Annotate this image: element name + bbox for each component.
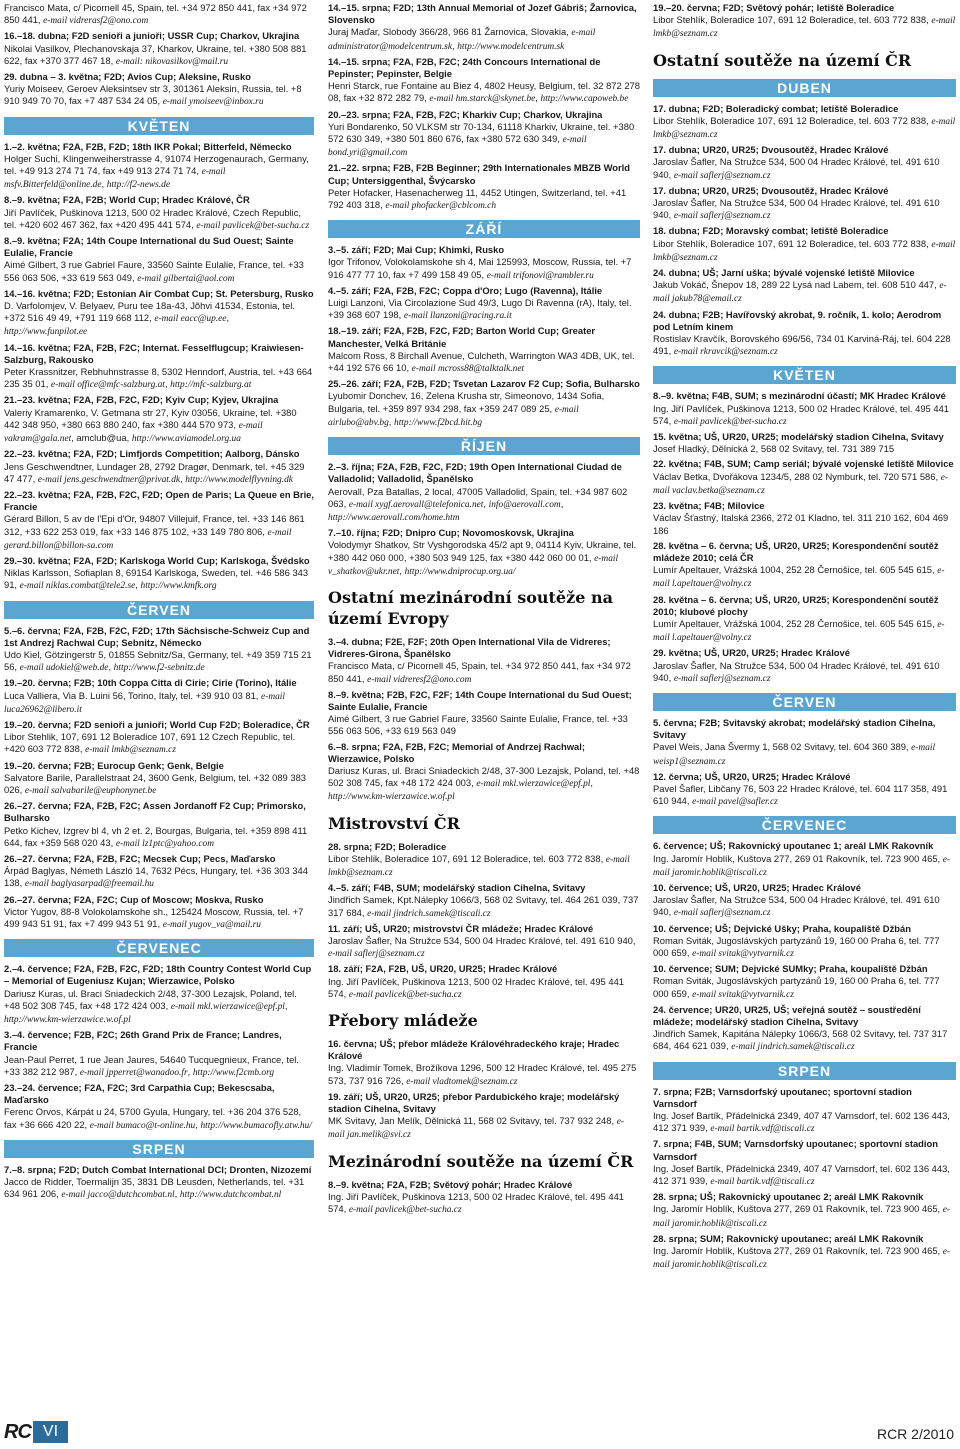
event-contact: Aimé Gilbert, 3 rue Gabriel Faure, 33560 Sainte Eulalie, France, tel. +33 556 063 506, +33 619 563 049, e-mail gilbertai@aol.com [4,259,304,284]
event-heading: 25.–26. září; F2A, F2B, F2D; Tsvetan Lazarov F2 Cup; Sofia, Bulharsko [328,378,640,390]
event-contact: Libor Stehlik, Boleradice 107, 691 12 Boleradice, tel. 603 772 838, e-mail lmkb@seznam.cz [328,852,630,878]
event-entry [653,540,956,591]
event-contact: Ing. Jiří Pavlíček, Puškinova 1213, 500 02 Hradec Králové, tel. 495 441 574, e-mail pavlicek@bet-sucha.cz [653,402,950,427]
event-contact: Peter Hofacker, Hasenacherweg 11, 4452 Utingen, Switzerland, tel. +41 792 403 318, e-mail phofacker@cblcom.ch [328,186,627,212]
event-heading: 21.–23. května; F2A, F2B, F2C, F2D; Kyiv Cup; Kyjev, Ukrajina [4,394,279,406]
event-entry [653,1138,956,1188]
event-contact: Petko Kichev, Izgrev bl 4, vh 2 et. 2, Bourgas, Bulgaria, tel. +359 898 411 644, fax +359 568 020 43, e-mail lz1ptc@yahoo.com [4,824,308,849]
event-heading: 1.–2. května; F2A, F2B, F2D; 18th IKR Pokal; Bitterfeld, Německo [4,140,292,152]
event-entry [4,1164,314,1202]
event-contact: Árpád Baglyas, Németh László 14, 7632 Pécs, Hungary, tel. +36 303 344 138, e-mail baglyasarpad@freemail.hu [4,865,308,890]
event-entry [4,489,314,552]
event-contact: Roman Sviták, Jugoslávských partyzánů 19, 160 00 Praha 6, tel. 777 000 659, e-mail svitak@vytvarnik.cz [653,934,940,959]
event-heading: 3.–5. září; F2D; Mai Cup; Khimki, Rusko [328,244,505,256]
month-header: ČERVENEC [653,816,956,834]
event-entry [328,1038,640,1088]
event-heading: 3.–4. července; F2B, F2C; 26th Grand Prix de France; Landres, Francie [4,1029,282,1053]
event-entry [653,840,956,879]
month-header: ŘÍJEN [328,437,640,455]
event-entry [653,594,956,645]
event-entry [328,109,640,160]
event-heading: 4.–5. září; F4B, SUM; modelářský stadion Cihelna, Svitavy [328,882,586,894]
event-heading: 7. srpna; F4B, SUM; Varnsdorfský upoutanec; sportovní stadion Varnsdorf [653,1138,938,1162]
event-heading: 28. května – 6. června; UŠ, UR20, UR25; Korespondenční soutěž 2010; klubové plochy [653,593,939,617]
column-3 [653,2,956,1447]
event-heading: 28. srpna; SUM; Rakovnický upoutanec; areál LMK Rakovník [653,1232,924,1244]
event-heading: 17. dubna; F2D; Boleradický combat; letiště Boleradice [653,102,899,114]
event-contact: Jacco de Ridder, Toermalijn 35, 3831 DB Leusden, Netherlands, tel. +31 634 961 206, e-mail jacco@dutchcombat.nl, http://www.dutchcombat.nl [4,1176,305,1201]
magazine-logo [4,1418,68,1446]
event-contact: Pavel Weis, Jana Švermy 1, 568 02 Svitavy, tel. 604 360 389, e-mail weisp1@seznam.cz [653,741,936,767]
event-heading: 6. července; UŠ; Rakovnický upoutanec 1; areál LMK Rakovník [653,840,934,852]
event-heading: 19.–20. června; F2D senioři a junioři; World Cup F2D; Boleradice, ČR [4,718,310,730]
event-contact: Luca Valliera, Via B. Luini 56, Torino, Italy, tel. +39 910 03 81, e-mail luca26962@libero.it [4,689,285,715]
event-entry [4,71,314,109]
event-entry [4,394,314,445]
month-header: KVĚTEN [4,117,314,135]
event-contact: Jiří Pavlíček, Puškinova 1213, 500 02 Hradec Králové, Czech Republic, tel. +420 602 467 362, fax +420 495 441 574, e-mail pavlicek@bet-sucha.cz [4,206,310,231]
event-entry [4,342,314,392]
event-contact: Ing. Jiří Pavlíček, Puškinova 1213, 500 02 Hradec Králové, tel. 495 441 574, e-mail pavlicek@bet-sucha.cz [328,975,625,1000]
event-entry [328,244,640,282]
event-contact: Ferenc Orvos, Kárpát u 24, 5700 Gyula, Hungary, tel. +36 204 376 528, fax +36 666 420 22, e-mail bumaco@t-online.hu, http://www.bumacofly.atw.hu/ [4,1106,312,1131]
event-entry [4,625,314,675]
event-heading: 14.–16. května; F2A, F2B, F2C; Internat. Fesselflugcup; Kraiwiesen-Salzburg, Rakousko [4,341,304,365]
event-entry [653,267,956,306]
event-contact: Malcom Ross, 8 Birchall Avenue, Culcheth, Warrington WA3 4DB, UK, tel. +44 192 576 66 10, e-mail mcross88@talktalk.net [328,349,635,375]
event-entry [653,500,956,537]
event-contact: Valeriy Kramarenko, V. Getmana str 27, Kyiv 03056, Ukraine, tel. +380 442 348 950, +380 663 880 240, fax +380 444 570 973, e-mail vakram@gala.net, amclub@ua, http://www.aviamodel.org.ua [4,406,297,445]
event-heading: 12. června; UŠ, UR20, UR25; Hradec Králové [653,770,851,782]
event-contact: Jindřich Samek, Kpt.Nálepky 1066/3, 568 02 Svitavy, tel. 464 261 039, 737 317 684, e-mail jindrich.samek@tiscali.cz [328,894,639,919]
event-entry [653,185,956,223]
event-contact: Ing. Jaromír Hoblík, Kuštova 277, 269 01 Rakovník, tel. 723 900 465, e-mail jaromir.hoblik@tiscali.cz [653,1203,951,1229]
event-entry [328,841,640,880]
column-1 [4,2,314,1412]
event-contact: Roman Sviták, Jugoslávských partyzánů 19, 160 00 Praha 6, tel. 777 000 659, e-mail svitak@vytvarnik.cz [653,975,940,1000]
event-heading: 22.–23. května; F2A, F2D; Limfjords Competition; Aalborg, Dánsko [4,448,300,460]
month-header: ČERVENEC [4,939,314,957]
event-entry [4,963,314,1026]
event-contact: Yuriy Moiseev, Geroev Aleksintsev str 3, 301361 Aleksin, Russia, tel. +8 910 949 70 70, fax +7 487 534 24 05, e-mail ymoiseev@inbox.ru [4,83,302,108]
event-contact: Libor Stehlik, 107, 691 12 Boleradice 107, 691 12 Czech Republic, tel. +420 603 772 838, e-mail lmkb@seznam.cz [4,731,296,756]
event-heading: 14.–16. května; F2D; Estonian Air Combat Cup; St. Petersburg, Rusko [4,287,314,299]
event-heading: 26.–27. června; F2A, F2B, F2C; Mecsek Cup; Pecs, Maďarsko [4,852,276,864]
event-entry [328,162,640,212]
event-contact: Dariusz Kuras, ul. Braci Sniadeckich 2/48, 37-300 Lezajsk, Poland, tel. +48 502 308 745, fax +48 172 424 003, e-mail mkl.wierzawice@epf.pl, http://www.km-wierzawice.w.of.pl [328,764,640,803]
event-entry [4,288,314,339]
event-contact: Ing. Josef Bartík, Přádelnická 2349, 407 47 Varnsdorf, tel. 602 136 443, 412 371 939, e-mail bartik.vdf@tiscali.cz [653,1110,950,1135]
event-contact: Jaroslav Šafler, Na Stružce 534, 500 04 Hradec Králové, tel. 491 610 940, e-mail saflerj@seznam.cz [653,659,940,684]
event-heading: 18. září; F2A, F2B, UŠ, UR20, UR25; Hradec Králové [328,963,558,975]
event-heading: 18.–19. září; F2A, F2B, F2C, F2D; Barton World Cup; Greater Manchester, Velká Británie [328,325,596,349]
section-title: Ostatní soutěže na území ČR [653,50,912,70]
event-heading: 2.–4. července; F2A, F2B, F2C, F2D; 18th Country Contest World Cup – Memorial of Eugeniusz Kujan; Wierzawice, Polsko [4,963,312,987]
event-entry [653,390,956,428]
event-entry [4,800,314,850]
event-heading: 5.–6. června; F2A, F2B, F2C, F2D; 17th Sächsische-Schweiz Cup and 1st Andrezj Rachwal Cup; Sebnitz, Německo [4,624,310,648]
event-contact: Jindřich Samek, Kapitána Nálepky 1066/3, 568 02 Svitavy, tel. 737 317 684, 464 621 039, e-mail jindrich.samek@tiscali.cz [653,1028,948,1053]
month-header: DUBEN [653,79,956,97]
event-entry [4,853,314,891]
event-entry [328,1179,640,1217]
event-heading: 7.–8. srpna; F2D; Dutch Combat International DCI; Dronten, Nizozemí [4,1163,312,1175]
event-entry [4,555,314,593]
event-contact: Rostislav Kravčík, Borovského 696/56, 734 01 Karviná-Ráj, tel. 604 228 491, e-mail rkravcik@seznam.cz [653,333,951,358]
event-entry [328,963,640,1001]
event-entry [653,225,956,264]
event-heading: 15. května; UŠ, UR20, UR25; modelářský stadion Cihelna, Svitavy [653,431,944,443]
event-heading: 28. května – 6. června; UŠ, UR20, UR25; Korespondenční soutěž mládeže 2010; celá ČR [653,539,939,563]
event-contact: Jaroslav Šafler, Na Stružce 534, 500 04 Hradec Králové, tel. 491 610 940, e-mail saflerj@seznam.cz [653,197,940,222]
event-entry [328,378,640,429]
event-heading: 24. dubna; F2B; Havířovský akrobat, 9. ročník, 1. kolo; Aerodrom pod Letním kinem [653,308,942,332]
event-entry [328,461,640,524]
event-entry [4,235,314,285]
event-entry [653,717,956,768]
event-entry [328,2,640,53]
event-heading: 8.–9. května; F2A, F2B; Světový pohár; Hradec Králové [328,1178,573,1190]
event-heading: 22. května; F4B, SUM; Camp seriál; bývalé vojenské letiště Milovice [653,458,954,470]
event-contact: Holger Suchi, Klingenweiherstrasse 4, 91074 Herzogenaurach, Germany, tel. +49 913 274 71 74, fax +49 913 274 71 74, e-mail msfv.Bitterfeld@online.de, http://f2-news.de [4,152,309,191]
event-entry [4,2,314,27]
issue-label: RCR 2/2010 [876,1426,954,1442]
month-header: SRPEN [653,1062,956,1080]
event-contact: Jaroslav Šafler, Na Stružce 534, 500 04 Hradec Králové, tel. 491 610 940, e-mail saflerj@seznam.cz [328,934,636,960]
event-contact: Jakub Vokáč, Šnepov 18, 289 22 Lysá nad Labem, tel. 608 510 447, e-mail jakub78@email.cz [653,279,947,305]
section-title: Přebory mládeže [328,1011,478,1030]
event-contact: Libor Stehlík, Boleradice 107, 691 12 Boleradice, tel. 603 772 838, e-mail lmkb@seznam.cz [653,14,956,40]
event-heading: 10. července; UŠ; Dejvické Ušky; Praha, koupaliště Džbán [653,922,911,934]
event-contact: Ing. Jiří Pavlíček, Puškinova 1213, 500 02 Hradec Králové, tel. 495 441 574, e-mail pavlicek@bet-sucha.cz [328,1190,625,1216]
event-heading: 8.–9. května; F4B, SUM; s mezinárodní účastí; MK Hradec Králové [653,390,946,402]
event-entry [653,923,956,961]
event-heading: 10. července; SUM; Dejvické SUMky; Praha, koupaliště Džbán [653,963,928,975]
event-heading: 16.–18. dubna; F2D senioři a junioři; USSR Cup; Charkov, Ukrajina [4,30,300,42]
event-heading: 26.–27. června; F2A, F2C; Cup of Moscow; Moskva, Rusko [4,893,264,905]
event-contact: Francisco Mata, c/ Picornell 45, Spain, tel. +34 972 850 441, fax +34 972 850 441, e-mail vidreresf2@ono.com [328,660,631,685]
event-entry [653,103,956,142]
event-entry [653,1233,956,1272]
event-entry [653,771,956,809]
event-contact: Victor Yugov, 88-8 Volokolamskohe sh., 125424 Moscow, Russia, tel. +7 499 943 51 91, fax +7 499 943 51 91, e-mail yugov_va@mail.ru [4,905,304,930]
event-contact: Jaroslav Šafler, Na Stružce 534, 500 04 Hradec Králové, tel. 491 610 940, e-mail saflerj@seznam.cz [653,894,940,919]
event-entry [4,677,314,716]
event-contact: Josef Hladký, Dělnická 2, 568 02 Svitavy, tel. 731 389 715 [653,443,895,455]
event-entry [4,448,314,486]
month-header: ČERVEN [653,693,956,711]
event-heading: 28. srpna; F2D; Boleradice [328,840,447,852]
section-title: Mezinárodní soutěže na území ČR [328,1151,634,1171]
event-entry [4,30,314,68]
event-entry [4,141,314,192]
event-heading: 7.–10. října; F2D; Dnipro Cup; Novomoskovsk, Ukrajina [328,527,574,539]
event-heading: 4.–5. září; F2A, F2B, F2C; Coppa d'Oro; Lugo (Ravenna), Itálie [328,284,603,296]
month-header: ČERVEN [4,601,314,619]
month-header: SRPEN [4,1140,314,1158]
event-entry [328,325,640,375]
event-contact: Juraj Maďar, Slobody 366/28, 966 81 Žarnovica, Slovakia, e-mail administrator@modelcentrum.sk, http://www.modelcentrum.sk [328,26,596,52]
event-contact: Niklas Karlsson, Sofiaplan 8, 69154 Karlskoga, Sweden, tel. +46 586 343 91, e-mail niklas.combat@tele2.se, http://www.kmfk.org [4,567,309,592]
event-contact: Ing. Jaromír Hoblík, Kuštova 277, 269 01 Rakovník, tel. 723 900 465, e-mail jaromir.hoblik@tiscali.cz [653,852,951,878]
event-contact: Nikolai Vasilkov, Plechanovskaja 37, Kharkov, Ukraine, tel. +380 508 881 622, fax +370 377 467 18, e-mail: nikovasilkov@mail.ru [4,42,307,67]
event-contact: Aerovall, Pza Batallas, 2 local, 47005 Valladolid, Spain, tel. +34 987 602 063, e-mail xygf.aerovall@telefonica.net, info@aerovall.com, http://www.aerovall.com/home.htm [328,485,628,523]
event-contact: Václav Šťastný, Italská 2366, 272 01 Kladno, tel. 311 210 162, 604 469 186 [653,512,949,536]
event-heading: 10. července; UŠ, UR20, UR25; Hradec Králové [653,881,861,893]
event-contact: Francisco Mata, c/ Picornell 45, Spain, tel. +34 972 850 441, fax +34 972 850 441, e-mail vidrerasf2@ono.com [4,2,307,27]
section-title: Ostatní mezinárodní soutěže na území Evropy [328,587,613,628]
event-entry [4,1029,314,1079]
event-contact: Aimé Gilbert, 3 rue Gabriel Faure, 33560 Sainte Eulalie, France, tel. +33 556 063 506, +33 619 563 049 [328,713,628,737]
event-contact: Peter Krassnitzer, Rebhuhnstrasse 8, 5302 Henndorf, Austria, tel. +43 664 235 35 01, e-mail office@mfc-salzburg.at, http://mfc-salzburg.at [4,366,313,391]
event-heading: 24. dubna; UŠ; Jarní uška; bývalé vojenské letiště Milovice [653,267,915,279]
logo-text: RC [4,1420,31,1443]
event-contact: Gérard Billon, 5 av de l'Epi d'Or, 94807 Villejuif, France, tel. +33 146 861 312, +33 622 253 019, fax +33 146 875 102, +33 149 780 806, e-mail gerard.billon@billon-sa.com [4,513,305,551]
event-contact: Libor Stehlík, Boleradice 107, 691 12 Boleradice, tel. 603 772 838, e-mail lmkb@seznam.cz [653,237,956,263]
event-heading: 11. září; UŠ, UR20; mistrovství ČR mládeže; Hradec Králové [328,922,594,934]
column-2 [328,2,640,1447]
event-heading: 17. dubna; UR20, UR25; Dvousoutěž, Hradec Králové [653,184,889,196]
event-heading: 5. června; F2B; Svitavský akrobat; modelářský stadion Cihelna, Svitavy [653,716,936,741]
event-heading: 8.–9. května; F2B, F2C, F2F; 14th Coupe International du Sud Ouest; Sainte Eulalie, Francie [328,688,632,712]
event-heading: 18. dubna; F2D; Moravský combat; letiště Boleradice [653,225,889,237]
event-entry [328,923,640,961]
event-heading: 7. srpna; F2B; Varnsdorfský upoutanec; sportovní stadion Varnsdorf [653,1085,912,1109]
event-heading: 14.–15. srpna; F2D; 13th Annual Memorial of Jozef Gábriš; Žarnovica, Slovensko [328,2,637,26]
month-header: KVĚTEN [653,366,956,384]
event-heading: 14.–15. srpna; F2A, F2B, F2C; 24th Concours International de Pepinster; Pepinster, Belgie [328,55,601,80]
event-contact: Libor Stehlík, Boleradice 107, 691 12 Boleradice, tel. 603 772 838, e-mail lmkb@seznam.cz [653,114,956,141]
event-contact: Salvatore Barile, Parallelstraat 24, 3600 Genk, Belgium, tel. +32 089 383 026, e-mail salvabarile@euphonynet.be [4,771,307,796]
event-entry [653,458,956,497]
event-contact: Igor Trifonov, Volokolamskohe sh 4, Mai 125993, Moscow, Russia, tel. +7 916 477 77 10, fax +7 499 158 49 05, e-mail trifonovi@rambler.ru [328,256,632,281]
event-contact: Lyubomir Donchev, 16, Zelena Krusha str, Simeonovo, 1434 Sofia, Bulgaria, tel. +359 897 934 298, fax +359 247 089 25, e-mail airlubo@abv.bg, http://www.f2bcd.hit.bg [328,390,605,428]
event-heading: 22.–23. května; F2A, F2B, F2C, F2D; Open de Paris; La Queue en Brie, Francie [4,488,314,513]
event-entry [328,1091,640,1142]
event-contact: Volodymyr Shatkov, Str Vyshgorodska 45/2 apt 9, 04114 Kyiv, Ukraine, tel. +380 442 060 000, +380 503 949 125, fax +380 442 060 00 01, e-mail v_shatkov@ukr.net, http://www.dniprocup.org.ua/ [328,539,637,577]
section-title: Mistrovství ČR [328,813,460,833]
event-heading: 2.–3. října; F2A, F2B, F2C, F2D; 19th Open International Ciudad de Valladolid; Valladolid, Španělsko [328,461,622,485]
event-contact: Jaroslav Šafler, Na Stružce 534, 500 04 Hradec Králové, tel. 491 610 940, e-mail saflerj@seznam.cz [653,156,940,181]
event-contact: Jean-Paul Perret, 1 rue Jean Jaures, 54640 Tucquegnieux, France, tel. +33 382 212 987, e-mail jpperret@wanadoo.fr, http://www.f2cmb.org [4,1053,299,1078]
event-heading: 23. května; F4B; Milovice [653,500,765,512]
event-entry [653,1004,956,1054]
event-heading: 6.–8. srpna; F2A, F2B, F2C; Memorial of Andrzej Rachwal; Wierzawice, Polsko [328,740,585,764]
event-heading: 19.–20. června; F2B; 10th Coppa Citta di Cirie; Cirie (Torino), Itálie [4,677,297,689]
event-contact: Ing. Vladimír Tomek, Brožíkova 1296, 500 12 Hradec Králové, tel. 495 275 573, 737 916 726, e-mail vladtomek@seznam.cz [328,1062,637,1087]
event-contact: Lumír Apeltauer, Vrážská 1004, 252 28 Černošice, tel. 605 545 615, e-mail l.apeltauer@volny.cz [653,617,945,644]
event-entry [328,689,640,738]
event-entry [328,527,640,578]
event-contact: Pavel Šafler, Libčany 76, 503 22 Hradec Králové, tel. 604 117 358, 491 610 944, e-mail pavel@safler.cz [653,782,948,808]
event-heading: 26.–27. června; F2A, F2B, F2C; Assen Jordanoff F2 Cup; Primorsko, Bulharsko [4,800,306,824]
event-heading: 17. dubna; UR20, UR25; Dvousoutěž, Hradec Králové [653,144,889,156]
event-contact: D. Varfolomjev, V. Belyaev, Puru tee 18a-43, Jõhvi 41534, Estonia, tel. +372 516 49 49, +791 119 668 112, e-mail eacc@up.ee, http://www.funpilot.ee [4,300,295,338]
event-heading: 21.–22. srpna; F2B, F2B Beginner; 29th Internationales MBZB World Cup; Untersiggenthal, Švýcarsko [328,162,630,186]
event-entry [653,2,956,41]
event-heading: 3.–4. dubna; F2E, F2F; 20th Open International Vila de Vidreres; Vidreres-Girona, Španělsko [328,635,611,660]
event-entry [653,144,956,182]
event-heading: 24. července; UR20, UR25, UŠ; veřejná soutěž – soustředění mládeže; modelářský stadion Cihelna, Svitavy [653,1003,921,1027]
event-contact: Henri Starck, rue Fontaine au Biez 4, 4802 Heusy, Belgium, tel. 32 872 278 08, fax +32 872 282 79, e-mail hm.starck@skynet.be, http://www.capoweb.be [328,80,640,105]
event-entry [328,285,640,323]
event-entry [653,1191,956,1230]
event-heading: 8.–9. května; F2A, F2B; World Cup; Hradec Králové, ČR [4,194,250,206]
event-entry [653,1086,956,1136]
event-heading: 20.–23. srpna; F2A, F2B, F2C; Kharkiv Cup; Charkov, Ukrajina [328,108,603,120]
event-heading: 28. srpna; UŠ; Rakovnický upoutanec 2; areál LMK Rakovník [653,1191,924,1203]
event-heading: 29.–30. května; F2A, F2D; Karlskoga World Cup; Karlskoga, Švédsko [4,554,310,566]
event-heading: 23.–24. července; F2A, F2C; 3rd Carpathia Cup; Bekescsaba, Maďarsko [4,1082,275,1106]
event-contact: Yuri Bondarenko, 50 VLKSM str 70-134, 61118 Kharkiv, Ukraine, tel. +380 572 630 349, +380 501 860 676, fax +380 572 630 349, e-mail bond.yri@gmail.com [328,120,635,159]
event-entry [653,431,956,455]
event-entry [328,882,640,920]
event-contact: Udo Kiel, Götzingerstr 5, 01855 Sebnitz/Sa, Germany, tel. +49 359 715 21 56, e-mail udokiel@web.de, http://www.f2-sebnitz.de [4,648,312,674]
event-entry [328,56,640,106]
event-heading: 29. května; UŠ, UR20, UR25; Hradec Králové [653,647,850,659]
event-entry [4,1082,314,1132]
event-entry [328,741,640,804]
event-entry [4,719,314,757]
event-entry [4,760,314,798]
event-contact: Jens Geschwendtner, Lundager 28, 2792 Dragør, Denmark, tel. +45 329 47 477, e-mail jens.geschwendtner@privat.dk, http://www.modelflyvning.dk [4,460,305,485]
event-entry [4,194,314,232]
event-entry [653,963,956,1001]
event-contact: Lumír Apeltauer, Vrážská 1004, 252 28 Černošice, tel. 605 545 615, e-mail l.apeltauer@volny.cz [653,564,945,590]
event-heading: 8.–9. května; F2A; 14th Coupe International du Sud Ouest; Sainte Eulalie, Francie [4,235,294,259]
event-heading: 19. září; UŠ, UR20, UR25; přebor Pardubického kraje; modelářský stadion Cihelna, Svitavy [328,1090,620,1115]
event-entry [328,636,640,686]
event-entry [653,882,956,920]
event-heading: 16. června; UŠ; přebor mládeže Královéhradeckého kraje; Hradec Králové [328,1038,620,1062]
event-entry [653,309,956,359]
event-contact: Ing. Josef Bartík, Přádelnická 2349, 407 47 Varnsdorf, tel. 602 136 443, 412 371 939, e-mail bartik.vdf@tiscali.cz [653,1162,950,1188]
event-entry [4,894,314,932]
page-number: VI [33,1421,68,1443]
event-heading: 19.–20. června; F2B; Eurocup Genk; Genk, Belgie [4,759,224,771]
event-heading: 29. dubna – 3. května; F2D; Avios Cup; Aleksine, Rusko [4,71,251,83]
month-header: ZÁŘÍ [328,220,640,238]
event-contact: Václav Betka, Dvořákova 1234/5, 288 02 Nymburk, tel. 720 571 586, e-mail vaclav.betka@seznam.cz [653,470,948,496]
event-contact: Luigi Lanzoni, Via Circolazione Sud 49/3, Lugo Di Ravenna (rA), Italy, tel. +39 368 607 198, e-mail llanzoni@racing.ra.it [328,297,632,322]
event-contact: Ing. Jaromír Hoblík, Kuštova 277, 269 01 Rakovník, tel. 723 900 465, e-mail jaromir.hoblik@tiscali.cz [653,1245,951,1271]
event-entry [653,647,956,685]
event-contact: Dariusz Kuras, ul. Braci Sniadeckich 2/48, 37-300 Lezajsk, Poland, tel. +48 502 308 745, fax +48 172 424 003, e-mail mkl.wierzawice@epf.pl, http://www.km-wierzawice.w.of.pl [4,987,297,1026]
event-contact: MK Svitavy, Jan Melík, Dělnická 11, 568 02 Svitavy, tel. 737 932 248, e-mail jan.melik@svi.cz [328,1115,624,1141]
event-heading: 19.–20. června; F2D; Světový pohár; letiště Boleradice [653,2,895,13]
